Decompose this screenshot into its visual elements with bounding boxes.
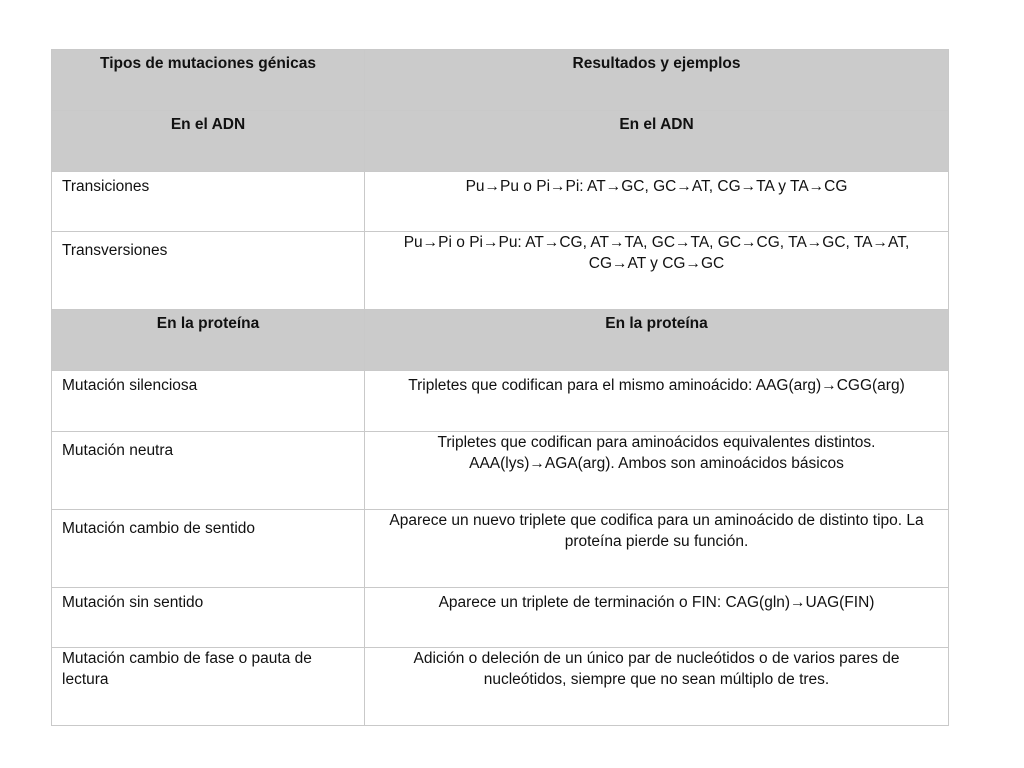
section-header-cell: En la proteína bbox=[52, 310, 365, 371]
mutation-result-cell: Aparece un nuevo triplete que codifica para un aminoácido de distinto tipo. La proteína pierde su función. bbox=[365, 510, 949, 588]
table-row bbox=[52, 510, 949, 588]
mutation-result-cell: Aparece un triplete de terminación o FIN: CAG(gln)→UAG(FIN) bbox=[365, 588, 949, 648]
section-header-cell: En el ADN bbox=[365, 111, 949, 172]
table-row bbox=[52, 648, 949, 726]
header-cell-mutation-types: Tipos de mutaciones génicas bbox=[52, 50, 365, 111]
mutation-type-cell: Transiciones bbox=[52, 172, 365, 232]
section-header-cell: En la proteína bbox=[365, 310, 949, 371]
table-row bbox=[52, 588, 949, 648]
mutation-result-cell: Adición o deleción de un único par de nucleótidos o de varios pares de nucleótidos, siempre que no sean múltiplo de tres. bbox=[365, 648, 949, 726]
mutation-result-cell: Tripletes que codifican para aminoácidos equivalentes distintos. AAA(lys)→AGA(arg). Ambos son aminoácidos básicos bbox=[365, 432, 949, 510]
section-header-row-protein bbox=[52, 310, 949, 371]
mutation-type-cell: Mutación cambio de fase o pauta de lectura bbox=[52, 648, 365, 726]
mutation-result-cell: Pu→Pu o Pi→Pi: AT→GC, GC→AT, CG→TA y TA→CG bbox=[365, 172, 949, 232]
header-cell-results-examples: Resultados y ejemplos bbox=[365, 50, 949, 111]
mutation-type-cell: Transversiones bbox=[52, 232, 365, 310]
mutation-types-table bbox=[51, 49, 949, 726]
table-row bbox=[52, 432, 949, 510]
mutation-type-cell: Mutación silenciosa bbox=[52, 371, 365, 432]
section-header-cell: En el ADN bbox=[52, 111, 365, 172]
mutation-result-cell: Tripletes que codifican para el mismo aminoácido: AAG(arg)→CGG(arg) bbox=[365, 371, 949, 432]
mutation-type-cell: Mutación neutra bbox=[52, 432, 365, 510]
mutation-type-cell: Mutación sin sentido bbox=[52, 588, 365, 648]
table-row bbox=[52, 172, 949, 232]
table-row bbox=[52, 371, 949, 432]
table-row bbox=[52, 232, 949, 310]
section-header-row-dna bbox=[52, 111, 949, 172]
mutation-result-cell: Pu→Pi o Pi→Pu: AT→CG, AT→TA, GC→TA, GC→CG, TA→GC, TA→AT, CG→AT y CG→GC bbox=[365, 232, 949, 310]
table-header-row bbox=[52, 50, 949, 111]
mutation-type-cell: Mutación cambio de sentido bbox=[52, 510, 365, 588]
